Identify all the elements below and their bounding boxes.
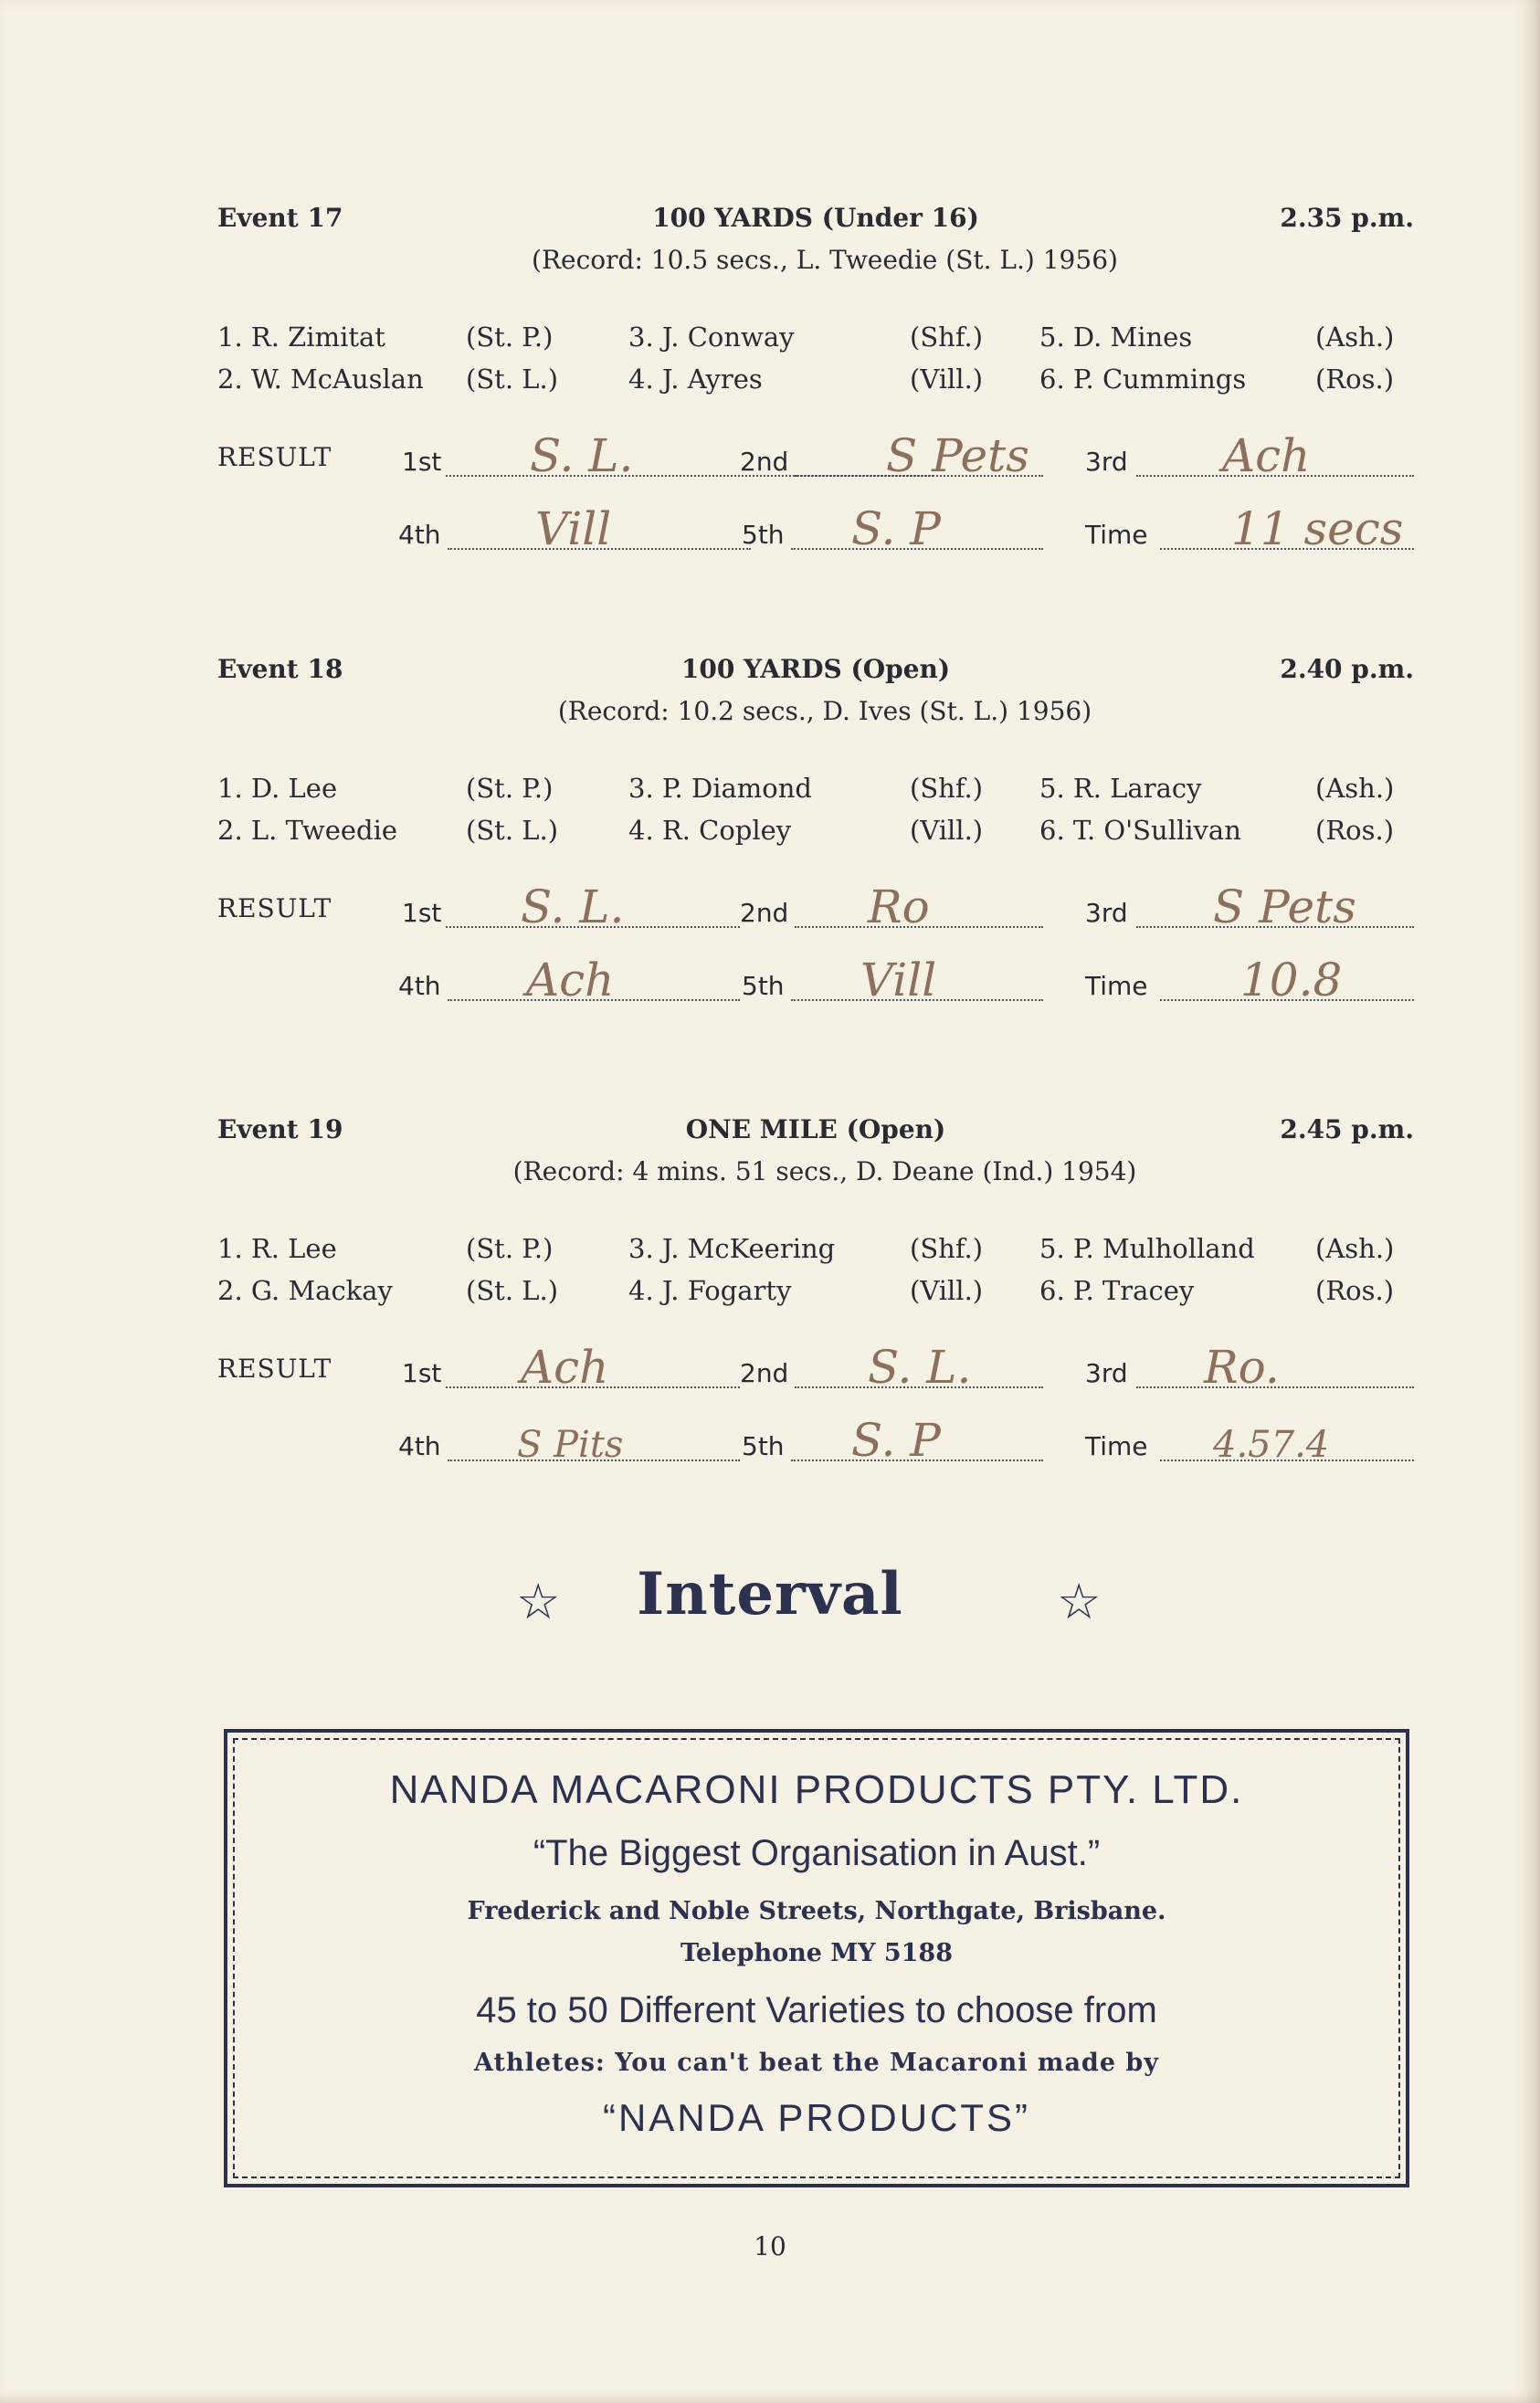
competitor-school: (Shf.) [910,773,984,804]
time-label: Time [1085,520,1148,550]
place-label: 4th [398,1431,441,1461]
competitor-school: (St. L.) [466,364,559,395]
competitor-name: 4. J. Fogarty [628,1275,792,1306]
result-1st [402,1341,740,1394]
result-row [217,1341,1414,1428]
event-record: (Record: 10.2 secs., D. Ives (St. L.) 1956) [557,696,1092,726]
competitor-school: (Ros.) [1315,364,1395,395]
competitor-name: 6. P. Tracey [1039,1275,1195,1306]
ad-company: NANDA MACARONI PRODUCTS PTY. LTD. [389,1767,1244,1812]
result-time [1085,502,1414,555]
competitor-school: (St. L.) [466,1275,559,1306]
event-title: 100 YARDS (Under 16) [652,203,979,233]
event-title: ONE MILE (Open) [685,1114,946,1144]
competitor-school: (St. P.) [466,321,554,353]
handwritten-entry: S. P [851,1414,941,1467]
advertisement-box [224,1729,1409,2187]
handwritten-entry: Ro. [1204,1341,1280,1394]
ad-telephone: Telephone MY 5188 [680,1939,954,1967]
competitor-school: (Shf.) [910,1233,984,1264]
result-row [217,502,1414,590]
competitor-school: (St. P.) [466,1233,554,1264]
place-label: 2nd [740,447,789,477]
competitor-name: 1. D. Lee [217,773,338,804]
time-label: Time [1085,1431,1148,1461]
event-number: Event 18 [217,654,343,684]
event-time: 2.35 p.m. [1280,203,1414,233]
competitor-school: (Ros.) [1315,1275,1395,1306]
event-18 [217,654,1414,1041]
result-time [1085,1424,1414,1466]
result-row [217,880,1414,968]
handwritten-entry: S. P [851,502,941,555]
competitor-school: (St. L.) [466,815,559,846]
competitor-name: 6. T. O'Sullivan [1039,815,1241,846]
ad-varieties: 45 to 50 Different Varieties to choose from [476,1990,1157,2030]
place-label: 4th [398,971,441,1001]
result-label: RESULT [217,1354,332,1384]
competitor-name: 2. W. McAuslan [217,364,424,395]
place-label: 3rd [1085,898,1128,928]
competitor-school: (Ros.) [1315,815,1395,846]
competitor-name: 4. R. Copley [628,815,792,846]
competitor-name: 3. J. McKeering [628,1233,836,1264]
result-4th [398,1424,740,1466]
result-time [1085,954,1414,1007]
event-19 [217,1114,1414,1502]
event-title: 100 YARDS (Open) [680,654,951,684]
result-row [217,1414,1414,1502]
ad-athletes: Athletes: You can't beat the Macaroni made by [474,2049,1159,2077]
competitor-school: (Shf.) [910,321,984,353]
result-3rd [1085,429,1414,482]
result-3rd [1085,880,1414,933]
event-17 [217,203,1414,590]
place-label: 2nd [740,898,789,928]
event-header [217,203,1414,245]
competitor-name: 6. P. Cummings [1039,364,1247,395]
place-label: 5th [742,971,785,1001]
competitor-list [217,1233,1414,1321]
ad-brand: “NANDA PRODUCTS” [602,2096,1031,2139]
competitor-school: (St. P.) [466,773,554,804]
handwritten-entry: S. L. [521,880,625,933]
handwritten-entry: S. L. [530,429,634,482]
competitor-name: 2. G. Mackay [217,1275,393,1306]
handwritten-entry: 11 secs [1231,502,1404,555]
result-2nd [740,1341,1085,1394]
competitor-name: 3. P. Diamond [628,773,812,804]
competitor-school: (Vill.) [910,1275,984,1306]
event-record: (Record: 4 mins. 51 secs., D. Deane (Ind.) 1954) [512,1156,1137,1186]
place-label: 3rd [1085,447,1128,477]
event-time: 2.40 p.m. [1280,654,1414,684]
result-1st [402,880,740,933]
handwritten-entry: Ach [526,954,615,1007]
competitor-name: 1. R. Zimitat [217,321,385,353]
competitor-list [217,321,1414,409]
competitor-name: 3. J. Conway [628,321,795,353]
competitor-name: 5. D. Mines [1039,321,1193,353]
competitor-name: 1. R. Lee [217,1233,337,1264]
competitor-name: 4. J. Ayres [628,364,763,395]
star-icon: ☆ [1057,1573,1102,1630]
competitor-school: (Ash.) [1315,321,1395,353]
competitor-name: 2. L. Tweedie [217,815,398,846]
place-label: 1st [402,447,442,477]
event-header [217,1114,1414,1156]
handwritten-entry: Vill [535,502,612,555]
place-label: 2nd [740,1358,789,1388]
result-label: RESULT [217,442,332,472]
handwritten-entry: S Pets [1213,880,1356,933]
result-5th [742,502,1043,555]
handwritten-entry: 10.8 [1240,954,1343,1007]
interval-heading: Interval [637,1560,903,1628]
competitor-school: (Ash.) [1315,773,1395,804]
competitor-school: (Ash.) [1315,1233,1395,1264]
ad-slogan: “The Biggest Organisation in Aust.” [533,1833,1101,1873]
handwritten-entry: Vill [860,954,937,1007]
handwritten-entry: S. L. [868,1341,972,1394]
ad-address: Frederick and Noble Streets, Northgate, Brisbane. [467,1897,1166,1925]
place-label: 5th [742,520,785,550]
handwritten-entry: S Pits [517,1424,624,1466]
result-row [217,954,1414,1041]
page-number: 10 [754,2231,786,2261]
star-icon: ☆ [516,1573,561,1630]
event-number: Event 19 [217,1114,343,1144]
place-label: 4th [398,520,441,550]
result-label: RESULT [217,893,332,923]
result-4th [398,954,740,1007]
handwritten-entry: Ach [1222,429,1311,482]
result-3rd [1085,1341,1414,1394]
event-time: 2.45 p.m. [1280,1114,1414,1144]
event-record: (Record: 10.5 secs., L. Tweedie (St. L.) 1956) [532,245,1118,275]
event-header [217,654,1414,696]
handwritten-entry: Ro [868,880,930,933]
result-5th [742,954,1043,1007]
event-number: Event 17 [217,203,343,233]
place-label: 1st [402,898,442,928]
handwritten-entry: Ach [521,1341,609,1394]
competitor-list [217,773,1414,860]
result-2nd [740,880,1085,933]
handwritten-entry: 4.57.4 [1213,1424,1330,1466]
interval-banner [0,1553,1540,1644]
result-5th [742,1414,1043,1467]
place-label: 3rd [1085,1358,1128,1388]
place-label: 5th [742,1431,785,1461]
time-label: Time [1085,971,1148,1001]
place-label: 1st [402,1358,442,1388]
competitor-school: (Vill.) [910,815,984,846]
handwritten-entry: S Pets [886,429,1029,482]
competitor-name: 5. R. Laracy [1039,773,1202,804]
competitor-name: 5. P. Mulholland [1039,1233,1255,1264]
competitor-school: (Vill.) [910,364,984,395]
